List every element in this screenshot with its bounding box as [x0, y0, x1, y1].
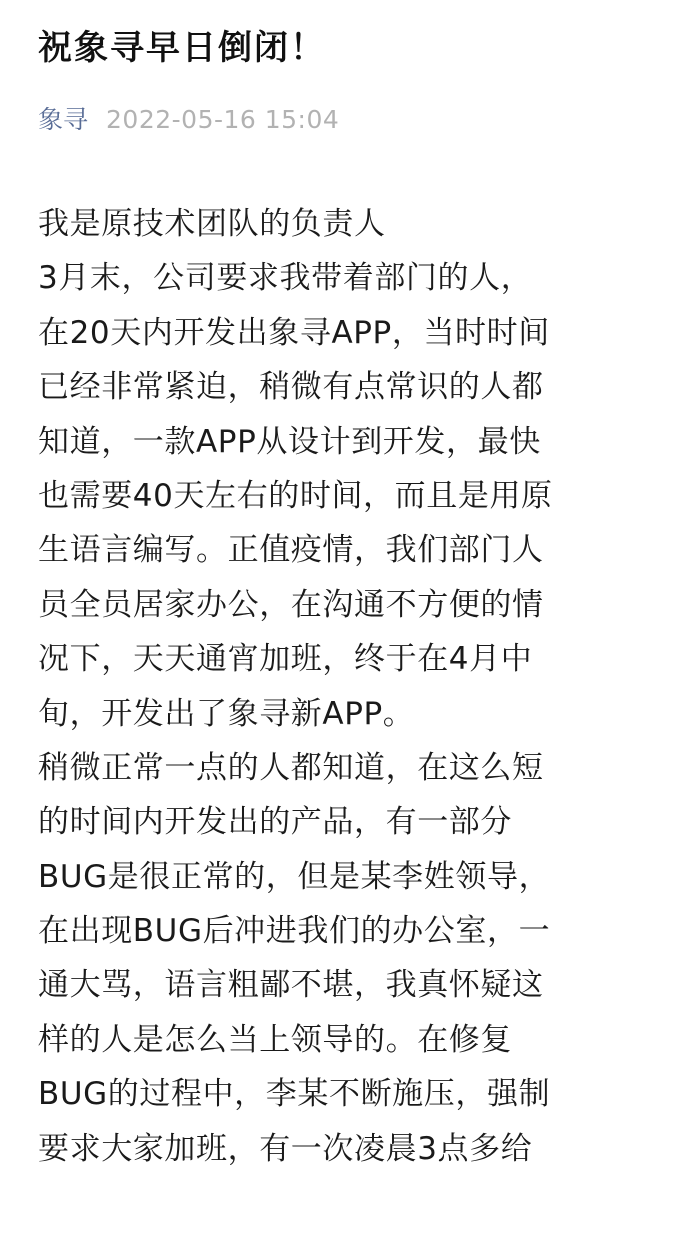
- body-line: 我是原技术团队的负责人: [38, 206, 386, 242]
- body-line: 稍微正常一点的人都知道，在这么短: [38, 749, 544, 786]
- article-meta: [38, 100, 339, 136]
- body-line: 在出现BUG后冲进我们的办公室，一: [38, 913, 551, 950]
- body-line: 样的人是怎么当上领导的。在修复: [38, 1021, 512, 1058]
- body-line: 的时间内开发出的产品，有一部分: [38, 804, 512, 841]
- article-title: 祝象寻早日倒闭！: [38, 28, 326, 68]
- body-line: 3月末，公司要求我带着部门的人，: [38, 260, 533, 297]
- body-line: 在20天内开发出象寻APP，当时时间: [38, 314, 550, 351]
- body-line: 员全员居家办公，在沟通不方便的情: [38, 586, 544, 623]
- body-line: 要求大家加班，有一次凌晨3点多给: [38, 1130, 533, 1167]
- publish-date: 2022-05-16 15:04: [106, 105, 340, 134]
- body-line: BUG是很正常的，但是某李姓领导，: [38, 858, 551, 895]
- body-line: BUG的过程中，李某不断施压，强制: [38, 1076, 551, 1113]
- article-body: [38, 197, 678, 1176]
- body-line: 也需要40天左右的时间，而且是用原: [38, 477, 553, 514]
- body-line: 旬，开发出了象寻新APP。: [38, 695, 415, 732]
- body-line: 通大骂，语言粗鄙不堪，我真怀疑这: [38, 967, 544, 1004]
- author-link[interactable]: 象寻: [38, 105, 89, 134]
- body-line: 况下，天天通宵加班，终于在4月中: [38, 641, 533, 678]
- body-line: 已经非常紧迫，稍微有点常识的人都: [38, 369, 544, 406]
- body-line: 知道，一款APP从设计到开发，最快: [38, 423, 541, 460]
- body-line: 生语言编写。正值疫情，我们部门人: [38, 532, 544, 569]
